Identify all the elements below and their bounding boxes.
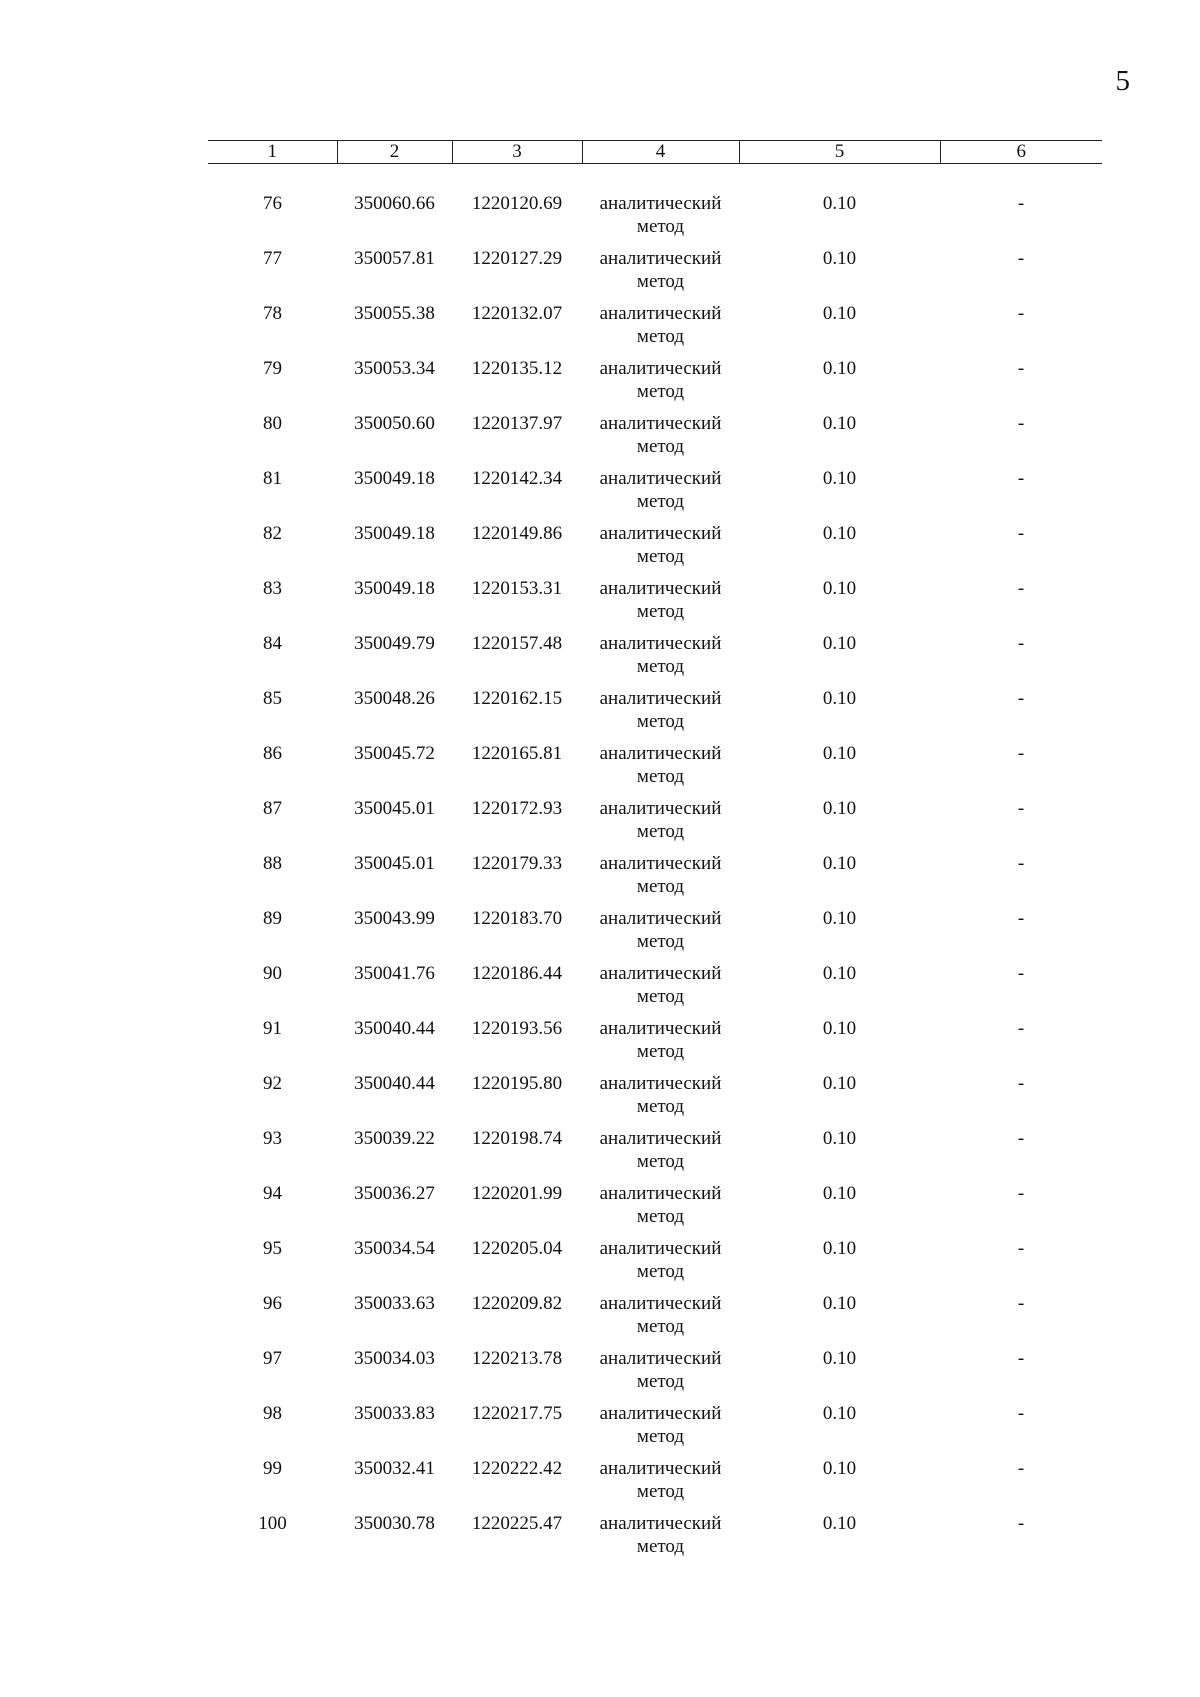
table-row	[208, 302, 1102, 357]
point-number-cell: 77	[263, 248, 282, 269]
table-row	[208, 632, 1102, 687]
point-number-cell: 92	[263, 1073, 282, 1094]
x-coordinate-cell: 350045.01	[354, 798, 435, 819]
header-row	[208, 141, 1102, 164]
y-coordinate-cell: 1220135.12	[471, 358, 563, 379]
x-coordinate-cell: 350030.78	[354, 1513, 435, 1534]
y-coordinate-cell: 1220120.69	[471, 193, 563, 214]
y-coordinate-cell: 1220209.82	[471, 1293, 563, 1314]
accuracy-cell: 0.10	[822, 908, 857, 929]
table-row	[208, 1512, 1102, 1567]
method-cell	[582, 1457, 739, 1512]
method-line-1: аналитический	[599, 853, 722, 874]
point-number-cell: 79	[263, 358, 282, 379]
point-number-cell: 96	[263, 1293, 282, 1314]
method-cell	[582, 1512, 739, 1567]
point-number-cell: 86	[263, 743, 282, 764]
method-cell	[582, 1347, 739, 1402]
note-cell: -	[1017, 1513, 1025, 1534]
header-col-4: 4	[582, 141, 739, 164]
y-coordinate-cell: 1220142.34	[471, 468, 563, 489]
point-number-cell: 98	[263, 1403, 282, 1424]
table-row	[208, 1127, 1102, 1182]
accuracy-cell: 0.10	[822, 468, 857, 489]
method-line-2: метод	[636, 436, 685, 457]
header-col-6: 6	[940, 141, 1102, 164]
method-cell	[582, 1292, 739, 1347]
method-line-1: аналитический	[599, 1403, 722, 1424]
method-line-2: метод	[636, 1316, 685, 1337]
x-coordinate-cell: 350049.18	[354, 468, 435, 489]
table-row	[208, 1292, 1102, 1347]
method-cell	[582, 1127, 739, 1182]
header-col-1: 1	[208, 141, 337, 164]
table-row	[208, 164, 1102, 248]
accuracy-cell: 0.10	[822, 963, 857, 984]
method-line-1: аналитический	[599, 1128, 722, 1149]
method-line-1: аналитический	[599, 413, 722, 434]
point-number-cell: 84	[263, 633, 282, 654]
y-coordinate-cell: 1220222.42	[471, 1458, 563, 1479]
method-line-2: метод	[636, 986, 685, 1007]
x-coordinate-cell: 350055.38	[354, 303, 435, 324]
x-coordinate-cell: 350034.03	[354, 1348, 435, 1369]
accuracy-cell: 0.10	[822, 853, 857, 874]
y-coordinate-cell: 1220195.80	[471, 1073, 563, 1094]
method-cell	[582, 1072, 739, 1127]
method-cell	[582, 577, 739, 632]
method-line-1: аналитический	[599, 523, 722, 544]
point-number-cell: 95	[263, 1238, 282, 1259]
method-line-2: метод	[636, 1426, 685, 1447]
x-coordinate-cell: 350034.54	[354, 1238, 435, 1259]
table-row	[208, 1072, 1102, 1127]
method-line-2: метод	[636, 1206, 685, 1227]
x-coordinate-cell: 350041.76	[354, 963, 435, 984]
note-cell: -	[1017, 1128, 1025, 1149]
point-number-cell: 81	[263, 468, 282, 489]
note-cell: -	[1017, 193, 1025, 214]
accuracy-cell: 0.10	[822, 303, 857, 324]
table-row	[208, 1457, 1102, 1512]
method-cell	[582, 467, 739, 522]
method-line-1: аналитический	[599, 303, 722, 324]
method-line-2: метод	[636, 491, 685, 512]
x-coordinate-cell: 350033.83	[354, 1403, 435, 1424]
method-cell	[582, 687, 739, 742]
point-number-cell: 88	[263, 853, 282, 874]
point-number-cell: 87	[263, 798, 282, 819]
y-coordinate-cell: 1220132.07	[471, 303, 563, 324]
method-cell	[582, 164, 739, 248]
method-line-1: аналитический	[599, 743, 722, 764]
x-coordinate-cell: 350043.99	[354, 908, 435, 929]
x-coordinate-cell: 350050.60	[354, 413, 435, 434]
table-row	[208, 577, 1102, 632]
table-row	[208, 907, 1102, 962]
y-coordinate-cell: 1220157.48	[471, 633, 563, 654]
accuracy-cell: 0.10	[822, 193, 857, 214]
accuracy-cell: 0.10	[822, 1018, 857, 1039]
table-row	[208, 247, 1102, 302]
coordinates-table	[208, 140, 1102, 1567]
method-line-2: метод	[636, 326, 685, 347]
method-cell	[582, 247, 739, 302]
point-number-cell: 80	[263, 413, 282, 434]
table-header	[208, 141, 1102, 164]
method-line-2: метод	[636, 1261, 685, 1282]
note-cell: -	[1017, 413, 1025, 434]
note-cell: -	[1017, 798, 1025, 819]
accuracy-cell: 0.10	[822, 1513, 857, 1534]
x-coordinate-cell: 350049.79	[354, 633, 435, 654]
table-body	[208, 164, 1102, 1568]
accuracy-cell: 0.10	[822, 523, 857, 544]
header-col-2: 2	[337, 141, 452, 164]
method-line-1: аналитический	[599, 1073, 722, 1094]
y-coordinate-cell: 1220183.70	[471, 908, 563, 929]
method-line-2: метод	[636, 601, 685, 622]
method-line-1: аналитический	[599, 1513, 722, 1534]
y-coordinate-cell: 1220198.74	[471, 1128, 563, 1149]
note-cell: -	[1017, 963, 1025, 984]
note-cell: -	[1017, 853, 1025, 874]
accuracy-cell: 0.10	[822, 1073, 857, 1094]
note-cell: -	[1017, 1183, 1025, 1204]
method-cell	[582, 797, 739, 852]
y-coordinate-cell: 1220193.56	[471, 1018, 563, 1039]
y-coordinate-cell: 1220137.97	[471, 413, 563, 434]
note-cell: -	[1017, 908, 1025, 929]
point-number-cell: 99	[263, 1458, 282, 1479]
x-coordinate-cell: 350040.44	[354, 1018, 435, 1039]
table-row	[208, 962, 1102, 1017]
x-coordinate-cell: 350036.27	[354, 1183, 435, 1204]
accuracy-cell: 0.10	[822, 1128, 857, 1149]
accuracy-cell: 0.10	[822, 578, 857, 599]
method-line-2: метод	[636, 876, 685, 897]
method-cell	[582, 742, 739, 797]
x-coordinate-cell: 350049.18	[354, 578, 435, 599]
x-coordinate-cell: 350039.22	[354, 1128, 435, 1149]
method-cell	[582, 632, 739, 687]
note-cell: -	[1017, 358, 1025, 379]
table-row	[208, 1347, 1102, 1402]
point-number-cell: 76	[263, 193, 282, 214]
y-coordinate-cell: 1220172.93	[471, 798, 563, 819]
x-coordinate-cell: 350049.18	[354, 523, 435, 544]
method-cell	[582, 907, 739, 962]
note-cell: -	[1017, 468, 1025, 489]
method-line-1: аналитический	[599, 908, 722, 929]
method-line-2: метод	[636, 1481, 685, 1502]
accuracy-cell: 0.10	[822, 743, 857, 764]
table-row	[208, 1237, 1102, 1292]
method-cell	[582, 357, 739, 412]
method-line-2: метод	[636, 1536, 685, 1557]
method-line-1: аналитический	[599, 1018, 722, 1039]
y-coordinate-cell: 1220225.47	[471, 1513, 563, 1534]
table-row	[208, 1017, 1102, 1072]
method-line-2: метод	[636, 216, 685, 237]
note-cell: -	[1017, 1348, 1025, 1369]
method-line-2: метод	[636, 1371, 685, 1392]
y-coordinate-cell: 1220149.86	[471, 523, 563, 544]
method-cell	[582, 412, 739, 467]
y-coordinate-cell: 1220213.78	[471, 1348, 563, 1369]
y-coordinate-cell: 1220162.15	[471, 688, 563, 709]
method-cell	[582, 852, 739, 907]
method-line-2: метод	[636, 1041, 685, 1062]
point-number-cell: 83	[263, 578, 282, 599]
note-cell: -	[1017, 523, 1025, 544]
y-coordinate-cell: 1220217.75	[471, 1403, 563, 1424]
table-row	[208, 412, 1102, 467]
point-number-cell: 85	[263, 688, 282, 709]
method-line-1: аналитический	[599, 1183, 722, 1204]
x-coordinate-cell: 350048.26	[354, 688, 435, 709]
point-number-cell: 93	[263, 1128, 282, 1149]
method-line-1: аналитический	[599, 193, 722, 214]
method-line-2: метод	[636, 381, 685, 402]
method-cell	[582, 302, 739, 357]
accuracy-cell: 0.10	[822, 358, 857, 379]
y-coordinate-cell: 1220153.31	[471, 578, 563, 599]
note-cell: -	[1017, 1238, 1025, 1259]
method-line-1: аналитический	[599, 1458, 722, 1479]
table-row	[208, 797, 1102, 852]
method-line-2: метод	[636, 656, 685, 677]
accuracy-cell: 0.10	[822, 633, 857, 654]
table-row	[208, 742, 1102, 797]
y-coordinate-cell: 1220179.33	[471, 853, 563, 874]
accuracy-cell: 0.10	[822, 1293, 857, 1314]
point-number-cell: 94	[263, 1183, 282, 1204]
method-line-1: аналитический	[599, 358, 722, 379]
note-cell: -	[1017, 1073, 1025, 1094]
header-col-3: 3	[452, 141, 582, 164]
accuracy-cell: 0.10	[822, 1183, 857, 1204]
header-col-5: 5	[739, 141, 940, 164]
method-line-1: аналитический	[599, 578, 722, 599]
point-number-cell: 90	[263, 963, 282, 984]
note-cell: -	[1017, 1293, 1025, 1314]
method-line-1: аналитический	[599, 468, 722, 489]
point-number-cell: 89	[263, 908, 282, 929]
method-line-2: метод	[636, 546, 685, 567]
method-cell	[582, 962, 739, 1017]
y-coordinate-cell: 1220186.44	[471, 963, 563, 984]
x-coordinate-cell: 350053.34	[354, 358, 435, 379]
accuracy-cell: 0.10	[822, 1458, 857, 1479]
x-coordinate-cell: 350032.41	[354, 1458, 435, 1479]
table-row	[208, 1402, 1102, 1457]
x-coordinate-cell: 350057.81	[354, 248, 435, 269]
method-line-1: аналитический	[599, 633, 722, 654]
page-number: 5	[1115, 65, 1130, 97]
table-row	[208, 852, 1102, 907]
note-cell: -	[1017, 578, 1025, 599]
method-line-2: метод	[636, 1151, 685, 1172]
accuracy-cell: 0.10	[822, 248, 857, 269]
table-row	[208, 687, 1102, 742]
point-number-cell: 100	[258, 1513, 287, 1534]
method-cell	[582, 522, 739, 577]
method-line-2: метод	[636, 1096, 685, 1117]
accuracy-cell: 0.10	[822, 1238, 857, 1259]
method-line-2: метод	[636, 766, 685, 787]
method-line-1: аналитический	[599, 1348, 722, 1369]
method-line-1: аналитический	[599, 1238, 722, 1259]
method-line-2: метод	[636, 821, 685, 842]
point-number-cell: 82	[263, 523, 282, 544]
y-coordinate-cell: 1220165.81	[471, 743, 563, 764]
table-row	[208, 357, 1102, 412]
note-cell: -	[1017, 303, 1025, 324]
method-line-1: аналитический	[599, 688, 722, 709]
method-line-1: аналитический	[599, 248, 722, 269]
table-row	[208, 467, 1102, 522]
x-coordinate-cell: 350045.72	[354, 743, 435, 764]
method-line-2: метод	[636, 711, 685, 732]
table-row	[208, 1182, 1102, 1237]
note-cell: -	[1017, 743, 1025, 764]
accuracy-cell: 0.10	[822, 1403, 857, 1424]
x-coordinate-cell: 350060.66	[354, 193, 435, 214]
y-coordinate-cell: 1220205.04	[471, 1238, 563, 1259]
point-number-cell: 97	[263, 1348, 282, 1369]
method-line-1: аналитический	[599, 1293, 722, 1314]
x-coordinate-cell: 350033.63	[354, 1293, 435, 1314]
method-line-1: аналитический	[599, 798, 722, 819]
method-cell	[582, 1402, 739, 1457]
method-cell	[582, 1017, 739, 1072]
accuracy-cell: 0.10	[822, 413, 857, 434]
point-number-cell: 91	[263, 1018, 282, 1039]
note-cell: -	[1017, 1018, 1025, 1039]
accuracy-cell: 0.10	[822, 1348, 857, 1369]
method-cell	[582, 1182, 739, 1237]
y-coordinate-cell: 1220201.99	[471, 1183, 563, 1204]
point-number-cell: 78	[263, 303, 282, 324]
x-coordinate-cell: 350045.01	[354, 853, 435, 874]
table-row	[208, 522, 1102, 577]
method-line-2: метод	[636, 271, 685, 292]
method-line-1: аналитический	[599, 963, 722, 984]
accuracy-cell: 0.10	[822, 798, 857, 819]
accuracy-cell: 0.10	[822, 688, 857, 709]
note-cell: -	[1017, 1458, 1025, 1479]
method-line-2: метод	[636, 931, 685, 952]
y-coordinate-cell: 1220127.29	[471, 248, 563, 269]
method-cell	[582, 1237, 739, 1292]
note-cell: -	[1017, 248, 1025, 269]
note-cell: -	[1017, 688, 1025, 709]
note-cell: -	[1017, 1403, 1025, 1424]
note-cell: -	[1017, 633, 1025, 654]
x-coordinate-cell: 350040.44	[354, 1073, 435, 1094]
